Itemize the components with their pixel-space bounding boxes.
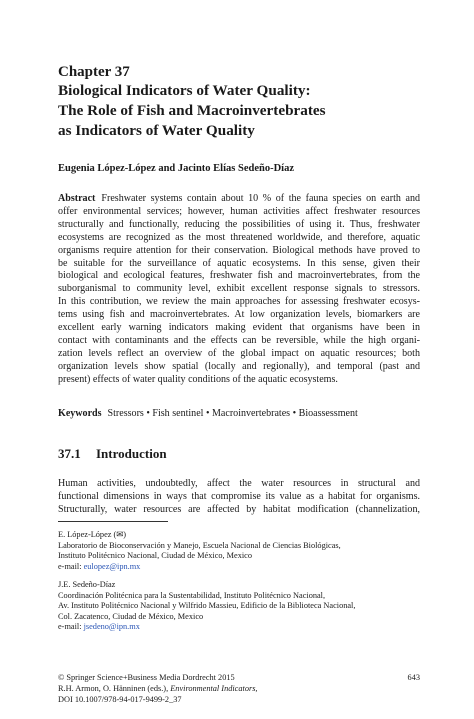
book-title: Environmental Indicators [170, 683, 256, 693]
abstract-line: excellent early warning indicators making evident that organisms have been in [58, 322, 420, 334]
title-line: The Role of Fish and Macroinvertebrates [58, 102, 326, 119]
affiliation-author: E. López-López (✉) [58, 530, 126, 539]
page-number: 643 [407, 673, 420, 682]
intro-line: Structurally, water resources are affected by habitat modification (channelization, [58, 503, 420, 515]
book-citation: R.H. Armon, O. Hänninen (eds.), Environmental Indicators, [58, 683, 258, 693]
abstract-line: present) effects of water quality conditions of the aquatic ecosystems. [58, 373, 338, 385]
abstract-line: contact with contaminants and the effects can be reversible, while the high organi- [58, 334, 420, 346]
abstract-line: ecosystems are recognized as the most threatened worldwide, and therefore, aquatic [58, 231, 420, 243]
intro-paragraph [58, 478, 420, 517]
email-link[interactable]: jsedeno@ipn.mx [83, 622, 140, 632]
affiliation-1 [58, 530, 420, 572]
abstract-line: organization levels show spatial (locally and regionally), and temporal (past and [58, 360, 420, 372]
keywords-label: Keywords [58, 408, 102, 419]
intro-line: Human activities, undoubtedly, affect the water resources in structural and [58, 478, 420, 489]
abstract [58, 193, 420, 387]
page-footer [58, 673, 420, 705]
footnote-divider [58, 521, 168, 522]
abstract-line: structurally and functionally, reducing the possibilities of using it. Thus, freshwater [58, 218, 420, 230]
affiliation-author: J.E. Sedeño-Díaz [58, 580, 116, 589]
abstract-line: zation levels reflect an overview of the global impact on aquatic resources; both [58, 347, 420, 359]
chapter-title [58, 81, 418, 141]
chapter-label: Chapter 37 [58, 64, 130, 80]
copyright: © Springer Science+Business Media Dordrecht 2015 [58, 673, 235, 682]
section-title: Introduction [96, 446, 167, 461]
abstract-line: biological and ecological features, freshwater fish and macroinvertebrates, from the [58, 270, 420, 282]
title-line: Biological Indicators of Water Quality: [58, 82, 311, 99]
abstract-label: Abstract [58, 193, 96, 204]
affiliation-line: Av. Instituto Politécnico Nacional y Wilfrido Massieu, Edificio de la Biblioteca Nacional, [58, 601, 356, 611]
keywords-text: Stressors • Fish sentinel • Macroinvertebrates • Bioassessment [107, 408, 358, 419]
abstract-line: Abstract Freshwater systems contain about 10 % of the fauna species on earth and [58, 193, 420, 204]
abstract-line: organisms require attention for their conservation. Biological methods have proved to [58, 244, 420, 256]
affiliation-line: Col. Zacatenco, Ciudad de México, Mexico [58, 611, 204, 621]
affiliation-line: Coordinación Politécnica para la Sustentabilidad, Instituto Politécnico Nacional, [58, 590, 326, 600]
section-number: 37.1 [58, 446, 81, 461]
abstract-line: be suitable for the surveillance of aquatic ecosystems. In this sense, given their [58, 257, 420, 269]
abstract-line: suborganismal to community level, exhibit excellent response signals to stressors. [58, 283, 420, 295]
section-heading [58, 446, 167, 462]
affiliation-email-row: e-mail: eulopez@ipn.mx [58, 561, 141, 571]
abstract-line: offer environmental services; however, human activities affect freshwater resources [58, 205, 420, 217]
affiliation-line: Laboratorio de Bioconservación y Manejo, Escuela Nacional de Ciencias Biológicas, [58, 540, 341, 550]
author-list: Eugenia López-López and Jacinto Elías Sedeño-Díaz [58, 163, 294, 174]
abstract-line: tems using fish and macroinvertebrates. At low organization levels, biomarkers are [58, 309, 420, 321]
affiliation-email-row: e-mail: jsedeno@ipn.mx [58, 622, 140, 632]
affiliation-line: Instituto Politécnico Nacional, Ciudad de México, Mexico [58, 551, 253, 561]
affiliation-2 [58, 580, 420, 633]
intro-line: functional dimensions in ways that compromise its value as a habitat for organisms. [58, 490, 420, 502]
keywords [58, 407, 420, 420]
title-line: as Indicators of Water Quality [58, 122, 255, 139]
doi: DOI 10.1007/978-94-017-9499-2_37 [58, 694, 182, 704]
email-link[interactable]: eulopez@ipn.mx [83, 561, 141, 571]
abstract-line: In this contribution, we review the main approaches for assessing freshwater ecosys- [58, 296, 420, 308]
